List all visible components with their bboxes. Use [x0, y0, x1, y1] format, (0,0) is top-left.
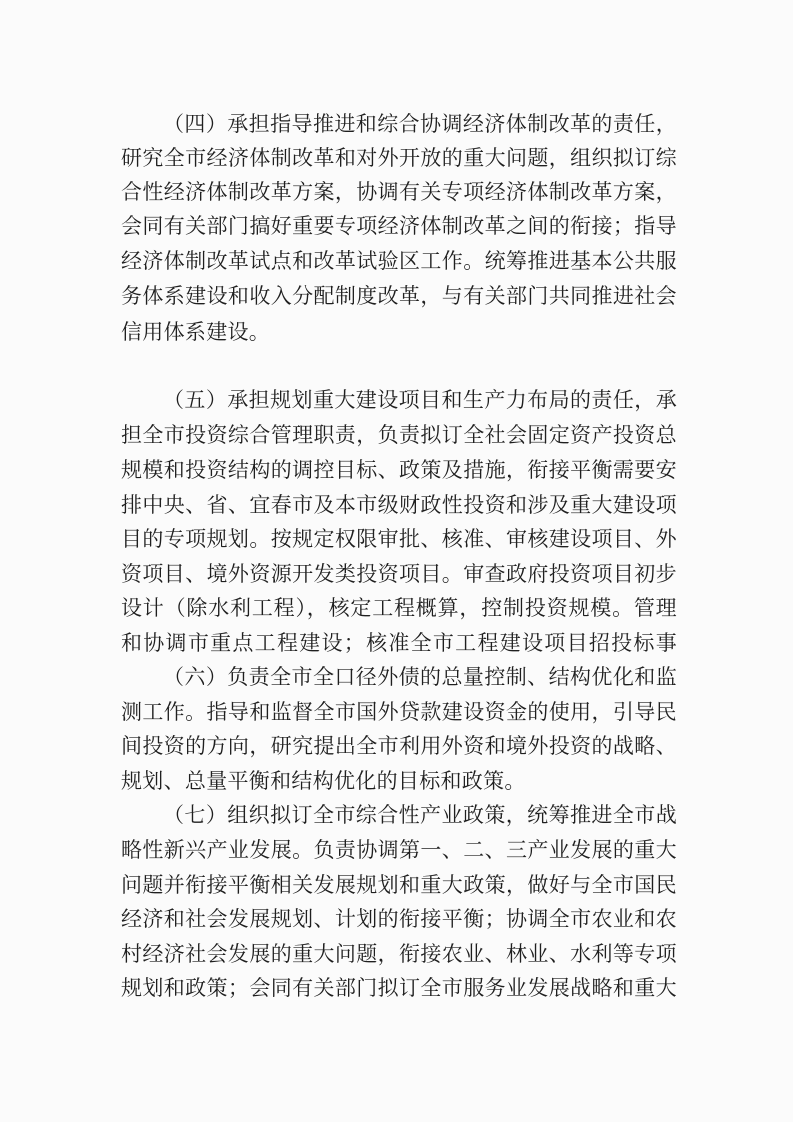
paragraph-5-line-2: 担全市投资综合管理职责，负责拟订全社会固定资产投资总	[121, 423, 677, 447]
paragraph-5-line-1: （五）承担规划重大建设项目和生产力布局的责任，承	[163, 388, 677, 412]
paragraph-4-line-3: 合性经济体制改革方案，协调有关专项经济体制改革方案，	[121, 180, 677, 204]
paragraph-5-line-8: 和协调市重点工程建设；核准全市工程建设项目招投标事	[121, 631, 677, 655]
paragraph-5-line-4: 排中央、省、宜春市及本市级财政性投资和涉及重大建设项	[121, 493, 677, 517]
paragraph-5-line-5: 目的专项规划。按规定权限审批、核准、审核建设项目、外	[121, 527, 677, 551]
paragraph-5-line-6: 资项目、境外资源开发类投资项目。审查政府投资项目初步	[121, 562, 677, 586]
paragraph-6-line-4: 规划、总量平衡和结构优化的目标和政策。	[121, 769, 526, 793]
paragraph-7-line-2: 略性新兴产业发展。负责协调第一、二、三产业发展的重大	[121, 838, 677, 862]
paragraph-7-line-4: 经济和社会发展规划、计划的衔接平衡；协调全市农业和农	[121, 907, 677, 931]
paragraph-4-line-5: 经济体制改革试点和改革试验区工作。统筹推进基本公共服	[121, 249, 677, 273]
paragraph-7-line-1: （七）组织拟订全市综合性产业政策，统筹推进全市战	[163, 803, 677, 827]
paragraph-7-line-6: 规划和政策；会同有关部门拟订全市服务业发展战略和重大	[121, 976, 677, 1000]
paragraph-4-line-1: （四）承担指导推进和综合协调经济体制改革的责任，	[163, 112, 677, 136]
paragraph-4-line-6: 务体系建设和收入分配制度改革，与有关部门共同推进社会	[121, 284, 677, 308]
paragraph-6-line-1: （六）负责全市全口径外债的总量控制、结构优化和监	[163, 665, 677, 689]
paragraph-4-line-7: 信用体系建设。	[121, 320, 271, 344]
paragraph-4-line-4: 会同有关部门搞好重要专项经济体制改革之间的衔接；指导	[121, 214, 677, 238]
paragraph-7-line-3: 问题并衔接平衡相关发展规划和重大政策，做好与全市国民	[121, 873, 677, 897]
paragraph-6-line-3: 间投资的方向，研究提出全市利用外资和境外投资的战略、	[121, 734, 677, 758]
paragraph-7-line-5: 村经济社会发展的重大问题，衔接农业、林业、水利等专项	[121, 942, 677, 966]
paragraph-5-line-3: 规模和投资结构的调控目标、政策及措施，衔接平衡需要安	[121, 458, 677, 482]
paragraph-4-line-2: 研究全市经济体制改革和对外开放的重大问题，组织拟订综	[121, 146, 677, 170]
paragraph-5-line-7: 设计（除水利工程），核定工程概算，控制投资规模。管理	[121, 596, 677, 620]
paragraph-6-line-2: 测工作。指导和监督全市国外贷款建设资金的使用，引导民	[121, 700, 677, 724]
